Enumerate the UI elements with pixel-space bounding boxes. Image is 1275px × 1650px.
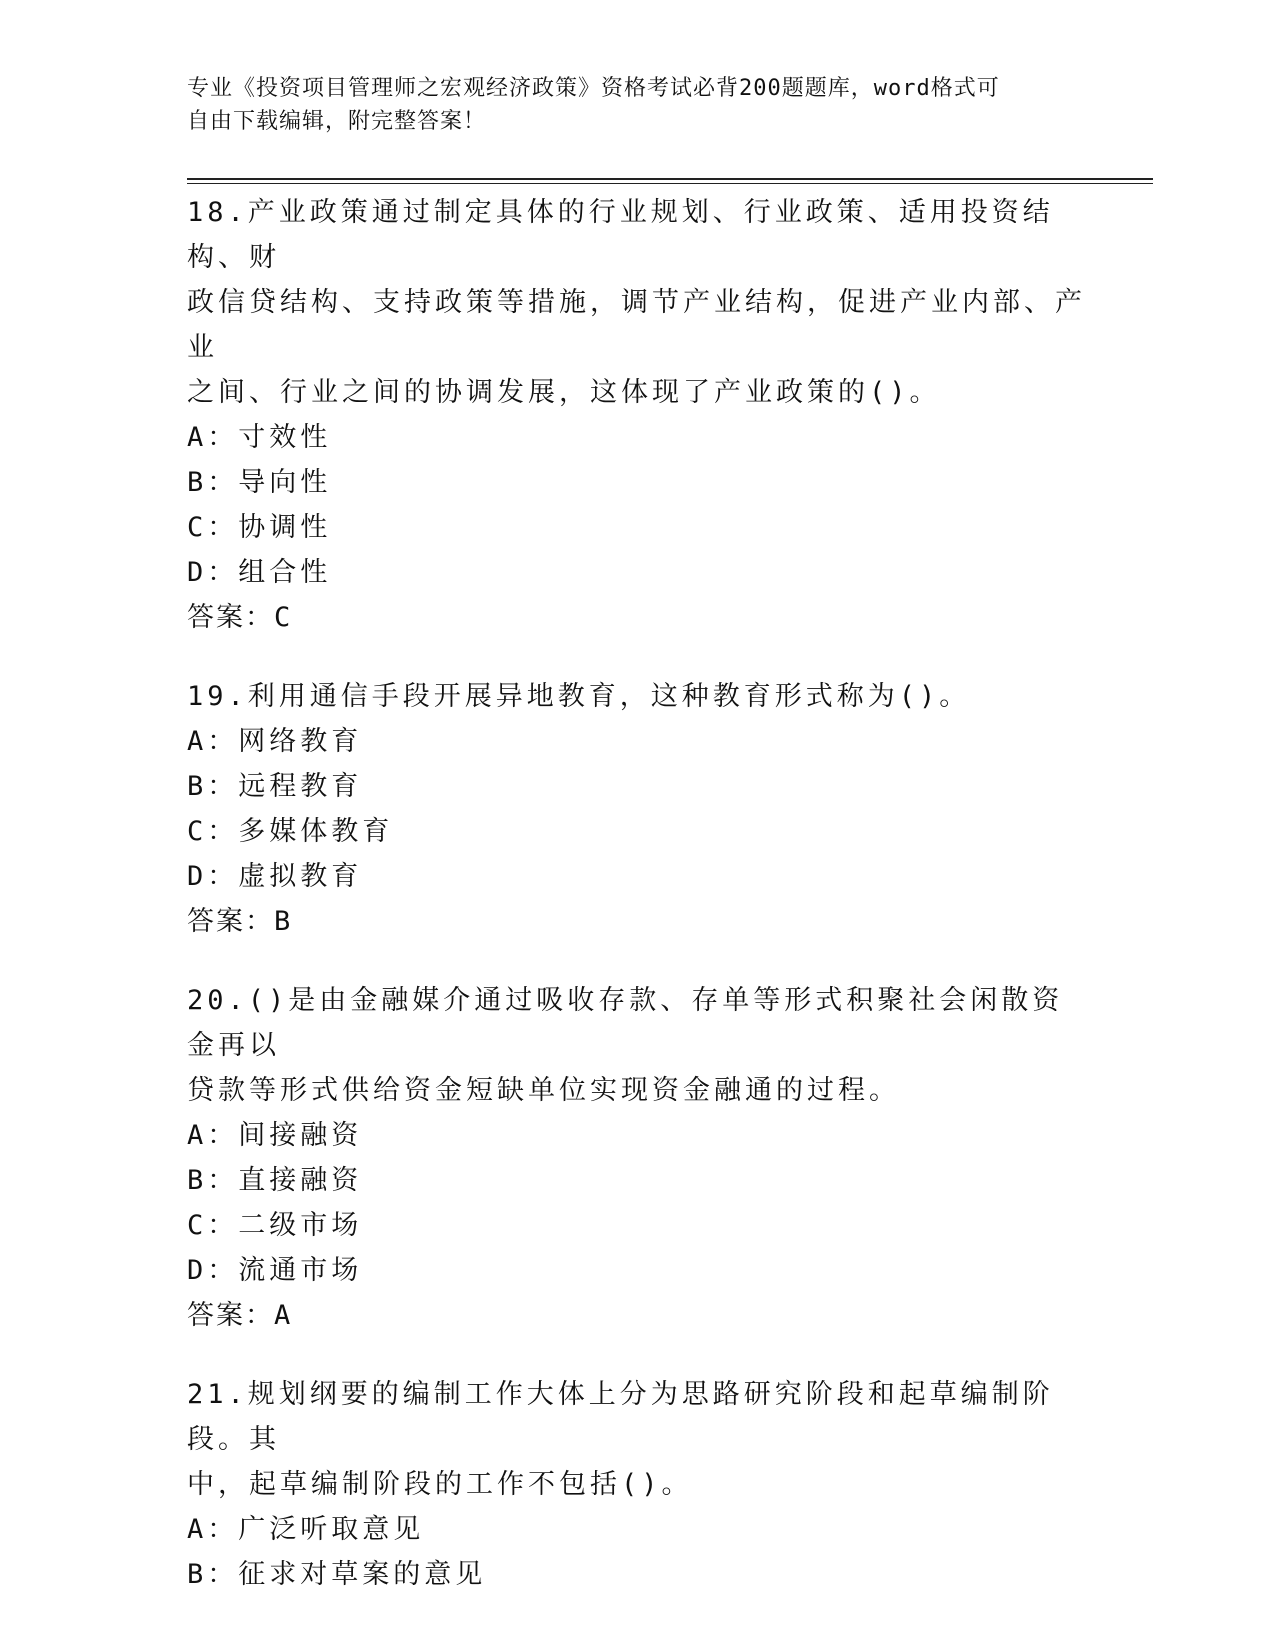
option-c: C：多媒体教育 xyxy=(187,816,394,847)
option-c: C：二级市场 xyxy=(187,1210,363,1241)
question-text xyxy=(187,674,1087,719)
question-20 xyxy=(187,978,1087,1338)
option-b: B：导向性 xyxy=(187,467,332,498)
header-divider-thick xyxy=(187,178,1153,180)
question-text-line: 18.产业政策通过制定具体的行业规划、行业政策、适用投资结构、财 xyxy=(187,197,1054,273)
option-d: D：虚拟教育 xyxy=(187,861,363,892)
answer-label: 答案：B xyxy=(187,906,293,937)
question-text-line: 政信贷结构、支持政策等措施，调节产业结构，促进产业内部、产业 xyxy=(187,287,1086,363)
question-19 xyxy=(187,674,1087,944)
option-c: C：协调性 xyxy=(187,512,332,543)
option-a: A：广泛听取意见 xyxy=(187,1514,425,1545)
question-21 xyxy=(187,1372,1087,1597)
answer-label: 答案：C xyxy=(187,602,293,633)
option-b: B：直接融资 xyxy=(187,1165,363,1196)
question-text xyxy=(187,978,1087,1113)
question-text-line: 贷款等形式供给资金短缺单位实现资金融通的过程。 xyxy=(187,1075,900,1106)
option-a: A：间接融资 xyxy=(187,1120,363,1151)
question-text-line: 21.规划纲要的编制工作大体上分为思路研究阶段和起草编制阶段。其 xyxy=(187,1379,1054,1455)
question-text-line: 之间、行业之间的协调发展，这体现了产业政策的()。 xyxy=(187,377,941,408)
option-b: B：远程教育 xyxy=(187,771,363,802)
question-list xyxy=(187,190,1087,1631)
option-a: A：网络教育 xyxy=(187,726,363,757)
question-text xyxy=(187,190,1087,415)
option-d: D：流通市场 xyxy=(187,1255,363,1286)
option-d: D：组合性 xyxy=(187,557,332,588)
question-text-line: 中，起草编制阶段的工作不包括()。 xyxy=(187,1469,693,1500)
document-header xyxy=(187,72,1067,138)
option-b: B：征求对草案的意见 xyxy=(187,1559,487,1590)
question-text-line: 19.利用通信手段开展异地教育，这种教育形式称为()。 xyxy=(187,681,971,712)
option-a: A：寸效性 xyxy=(187,422,332,453)
header-line-1: 专业《投资项目管理师之宏观经济政策》资格考试必背200题题库，word格式可 xyxy=(187,76,1000,101)
answer-label: 答案：A xyxy=(187,1300,293,1331)
question-text xyxy=(187,1372,1087,1507)
question-18 xyxy=(187,190,1087,640)
header-divider-thin xyxy=(187,183,1153,184)
question-text-line: 20.()是由金融媒介通过吸收存款、存单等形式积聚社会闲散资金再以 xyxy=(187,985,1064,1061)
header-line-2: 自由下载编辑，附完整答案！ xyxy=(187,109,487,134)
